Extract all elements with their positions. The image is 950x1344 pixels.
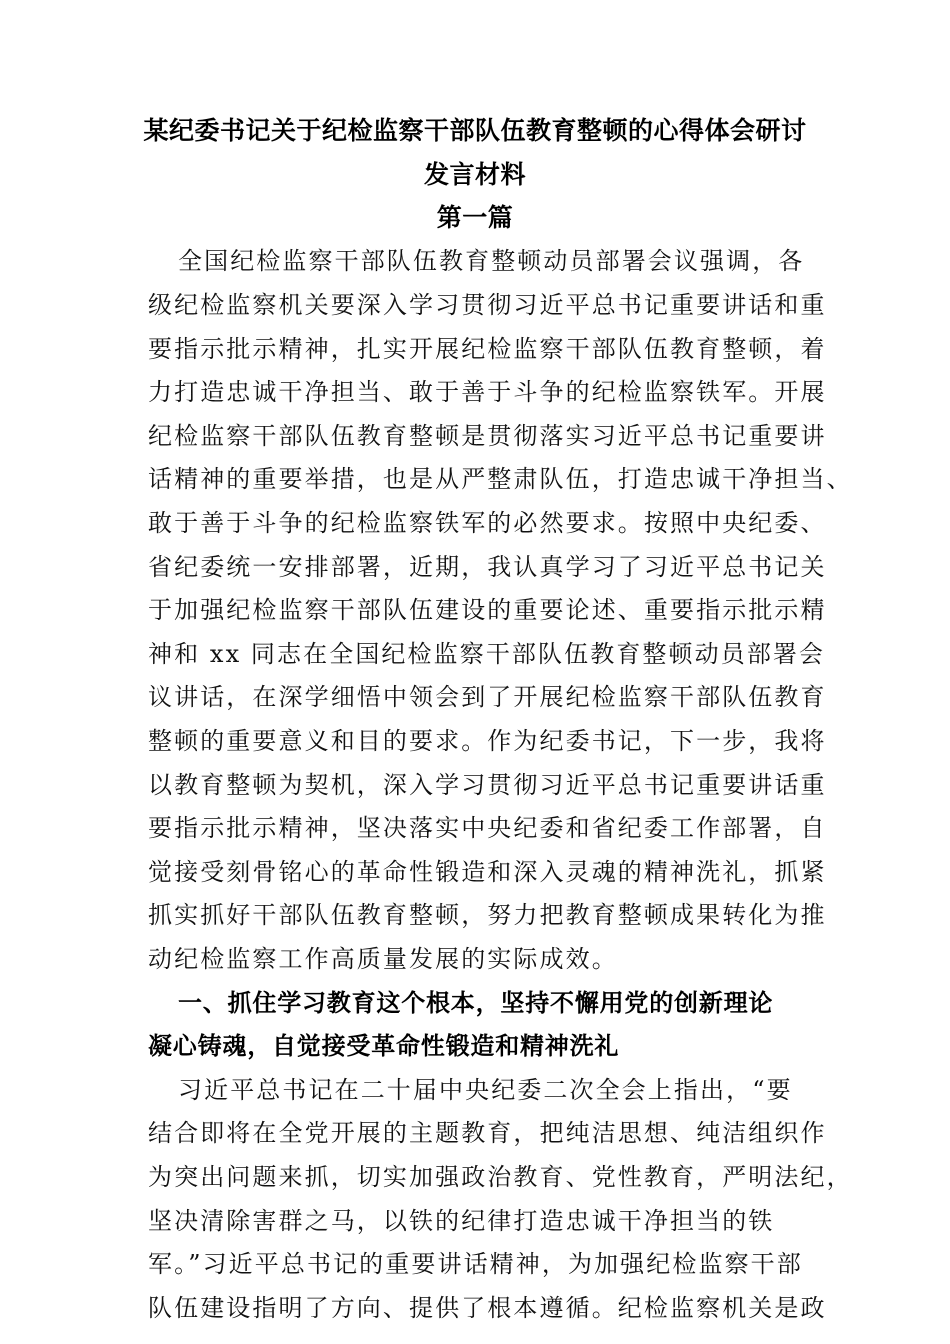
paragraph-1-line: 于加强纪检监察干部队伍建设的重要论述、重要指示批示精 [148,596,827,624]
paragraph-1-line: 级纪检监察机关要深入学习贯彻习近平总书记重要讲话和重 [148,291,827,319]
paragraph-1-line: 议讲话，在深学细悟中领会到了开展纪检监察干部队伍教育 [148,683,827,711]
paragraph-2-line: 结合即将在全党开展的主题教育，把纯洁思想、纯洁组织作 [148,1119,827,1147]
paragraph-1-line: 要指示批示精神，坚决落实中央纪委和省纪委工作部署，自 [148,814,827,842]
paragraph-1-line: 敢于善于斗争的纪检监察铁军的必然要求。按照中央纪委、 [148,509,827,537]
paragraph-2-line: 坚决清除害群之马，以铁的纪律打造忠诚干净担当的铁 [148,1207,775,1235]
paragraph-1-line: 动纪检监察工作高质量发展的实际成效。 [148,945,618,973]
document-title-line-2: 发言材料 [423,160,526,189]
paragraph-1-line: 省纪委统一安排部署，近期，我认真学习了习近平总书记关 [148,553,827,581]
paragraph-1-line: 全国纪检监察干部队伍教育整顿动员部署会议强调，各 [178,247,805,275]
paragraph-1-line: 话精神的重要举措，也是从严整肃队伍，打造忠诚干净担当、 [148,465,853,493]
paragraph-1-line: 神和 xx 同志在全国纪检监察干部队伍教育整顿动员部署会 [148,640,826,668]
paragraph-1-line: 抓实抓好干部队伍教育整顿，努力把教育整顿成果转化为推 [148,901,827,929]
heading-1-line: 一、抓住学习教育这个根本，坚持不懈用党的创新理论 [178,989,774,1017]
document-title-line-1: 某纪委书记关于纪检监察干部队伍教育整顿的心得体会研讨 [143,116,807,145]
paragraph-2-line: 队伍建设指明了方向、提供了根本遵循。纪检监察机关是政 [148,1294,827,1322]
paragraph-1-line: 以教育整顿为契机，深入学习贯彻习近平总书记重要讲话重 [148,771,827,799]
paragraph-2-line: 军。”习近平总书记的重要讲话精神，为加强纪检监察干部 [148,1250,803,1278]
paragraph-1-line: 整顿的重要意义和目的要求。作为纪委书记，下一步，我将 [148,727,827,755]
section-title: 第一篇 [436,203,514,232]
paragraph-1-line: 觉接受刻骨铭心的革命性锻造和深入灵魂的精神洗礼，抓紧 [148,858,827,886]
heading-1-line: 凝心铸魂，自觉接受革命性锻造和精神洗礼 [148,1032,620,1060]
paragraph-2-line: 为突出问题来抓，切实加强政治教育、党性教育，严明法纪， [148,1163,853,1191]
paragraph-1-line: 力打造忠诚干净担当、敢于善于斗争的纪检监察铁军。开展 [148,378,827,406]
paragraph-2-line: 习近平总书记在二十届中央纪委二次全会上指出，“要 [178,1076,793,1104]
paragraph-1-line: 要指示批示精神，扎实开展纪检监察干部队伍教育整顿，着 [148,335,827,363]
paragraph-1-line: 纪检监察干部队伍教育整顿是贯彻落实习近平总书记重要讲 [148,422,827,450]
